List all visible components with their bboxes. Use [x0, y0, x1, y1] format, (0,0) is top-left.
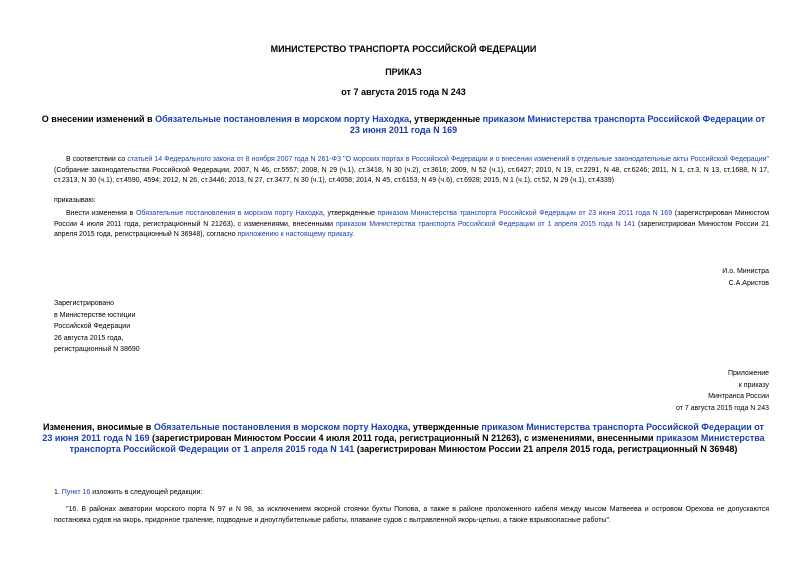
clause-text-1: Внести изменения в — [66, 210, 136, 217]
order-date-number: от 7 августа 2015 года N 243 — [341, 87, 466, 97]
registration-line: Зарегистрировано — [54, 300, 114, 307]
subject-text-2: , утвержденные — [409, 114, 483, 124]
registration-line: в Министерстве юстиции — [54, 311, 136, 319]
registration-line: 26 августа 2015 года, — [54, 334, 124, 342]
changes-text-3: (зарегистрирован Минюстом России 4 июля 2011 года, регистрационный N 21263), с изменениями, внесенными — [149, 433, 657, 443]
link-order-169-3[interactable]: приказом Министерства транспорта Российской Федерации от 23 июня 2011 года N 169 — [42, 422, 764, 443]
order-clause-paragraph — [54, 209, 769, 241]
registration-line: регистрационный N 38690 — [54, 346, 140, 353]
amendment-item — [54, 488, 202, 499]
preamble-text-1: В соответствии со — [66, 156, 128, 163]
link-federal-law-article-14[interactable]: статьей 14 Федерального закона от 8 ноября 2007 года N 261-ФЗ "О морских портах в Российской Федерации и о внесении изменений в отдельные законодательные акты Российской Федерации" — [127, 156, 769, 163]
link-order-169[interactable]: приказом Министерства транспорта Российской Федерации от 23 июня 2011 года N 169 — [349, 114, 766, 135]
link-order-169-2[interactable]: приказом Министерства транспорта Российской Федерации от 23 июня 2011 года N 169 — [377, 210, 673, 217]
appendix-block — [676, 368, 769, 414]
signature-name: С.А.Аристов — [728, 280, 769, 287]
link-port-regulations-2[interactable]: Обязательные постановления в морском порту Находка — [135, 210, 323, 217]
changes-text-4: (зарегистрирован Минюстом России 21 апреля 2015 года, регистрационный N 36948) — [354, 444, 738, 454]
changes-title — [40, 422, 767, 455]
link-clause-16[interactable]: Пункт 16 — [61, 489, 91, 496]
amendment-text: изложить в следующей редакции: — [90, 489, 203, 496]
changes-text-2: , утвержденные — [407, 422, 482, 432]
amendment-number: 1. — [54, 489, 62, 496]
clause-text-4: (зарегистрирован Минюстом России 21 апреля 2015 года, регистрационный N 36948), согласно — [54, 220, 769, 238]
preamble-text-2: (Собрание законодательства Российской Федерации, 2007, N 46, ст.5557; 2008, N 29 (ч.1), ст.3418, N 30 (ч.2), ст.3616; 2009, N 52 (ч.1), ст.6427; 2010, N 19, ст.2291, N 48, ст.6246; 2011, N 1, ст.3, N 13, ст.1688, N 17, ст.2313, N 30 (ч.1), ст.4590, 4594; 2012, N 26, ст.3446; 2013, N 27, ст.3477, N 30 (ч.1), ст.4058; 2014, N 45, ст.6153, N 49 (ч.6), ст.6928; 2015, N 1 (ч.1), ст.52, N 29 (ч.1), ст.4339) — [54, 166, 769, 184]
link-appendix[interactable]: приложению к настоящему приказу — [237, 231, 353, 238]
order-subject — [40, 114, 767, 136]
clause-text-3: (зарегистрирован Минюстом России 4 июля 2011 года, регистрационный N 21263), с изменениями, внесенными — [54, 210, 770, 228]
appendix-line: Минтранса России — [708, 393, 769, 401]
subject-text-1: О внесении изменений в — [41, 114, 156, 124]
clause-text-5: . — [352, 231, 355, 238]
ministry-title: МИНИСТЕРСТВО ТРАНСПОРТА РОССИЙСКОЙ ФЕДЕРАЦИИ — [270, 44, 537, 54]
link-order-141-2[interactable]: приказом Министерства транспорта Российской Федерации от 1 апреля 2015 года N 141 — [69, 433, 765, 454]
changes-text-1: Изменения, вносимые в — [43, 422, 154, 432]
document-type: ПРИКАЗ — [385, 67, 422, 77]
appendix-line: от 7 августа 2015 года N 243 — [675, 404, 769, 412]
new-clause-16-text: "16. В районах акватории морского порта N 97 и N 98, за исключением якорной стоянки бухты Попова, а также в районе проложенного кабеля между мысом Матвеева и островом Орехова не допускаются постановка судов на якорь, придонное траление, подводные и дноуглубительные работы, плавание судов с вытравленной якорь-цепью, а также взрывоопасные работы". — [54, 506, 769, 524]
orders-word: приказываю: — [54, 197, 96, 204]
registration-block — [54, 298, 140, 356]
link-port-regulations[interactable]: Обязательные постановления в морском порту Находка — [155, 114, 410, 124]
appendix-line: к приказу — [738, 381, 769, 389]
link-order-141[interactable]: приказом Министерства транспорта Российской Федерации от 1 апреля 2015 года N 141 — [335, 220, 636, 228]
appendix-line: Приложение — [727, 370, 769, 377]
preamble-paragraph — [54, 155, 769, 187]
link-port-regulations-3[interactable]: Обязательные постановления в морском порту Находка — [153, 422, 408, 432]
signature-title: И.о. Министра — [722, 268, 769, 275]
clause-text-2: , утвержденные — [322, 210, 378, 217]
registration-line: Российской Федерации — [54, 323, 131, 330]
